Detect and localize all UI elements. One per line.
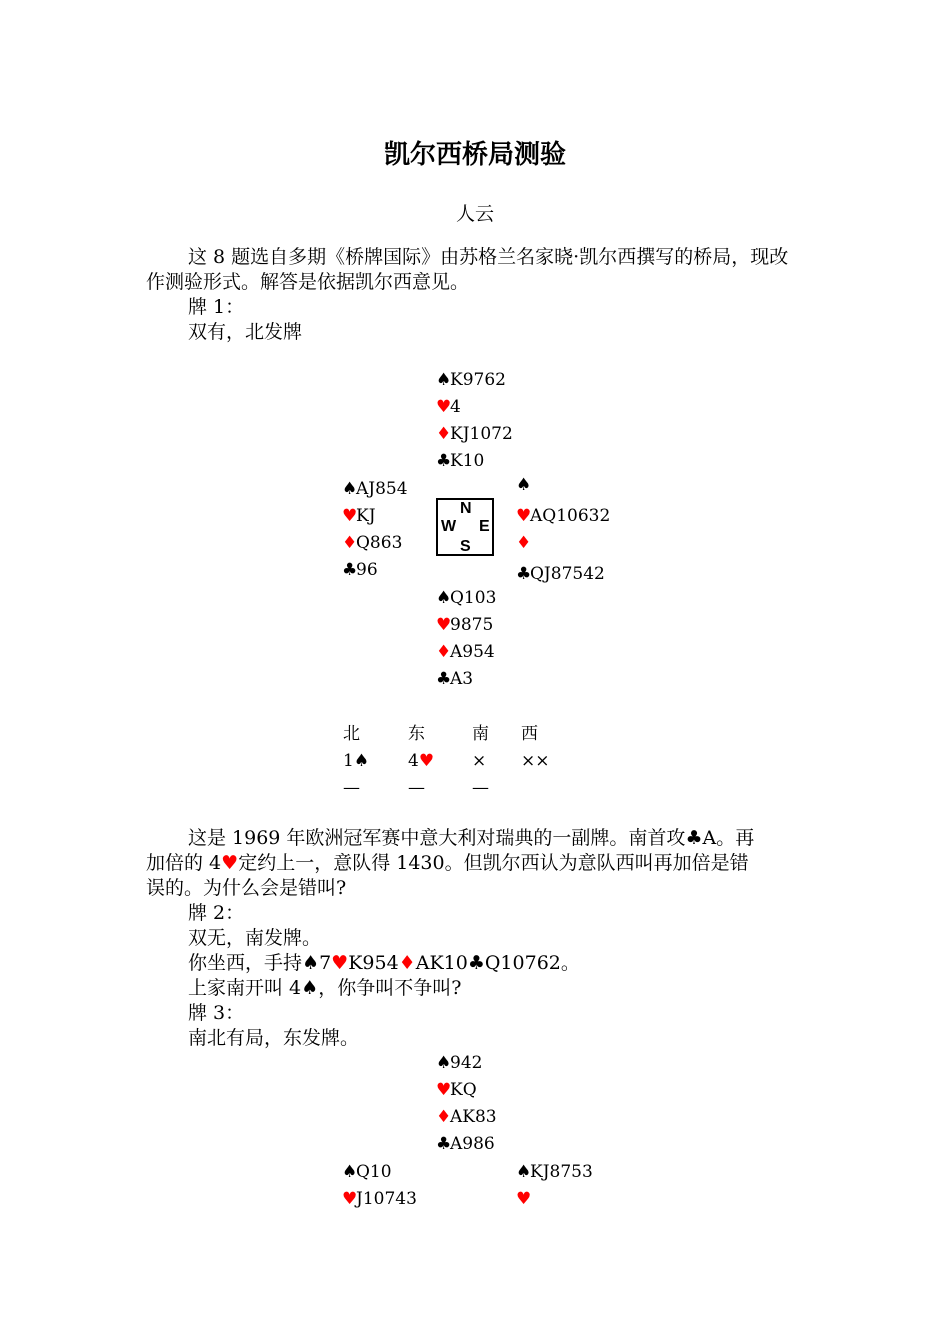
board3-east-hand — [516, 1159, 593, 1213]
bid-north-1: 1♠ — [343, 751, 370, 771]
board2-hand: 你坐西，手持♠7♥K954♦AK10♣Q10762。 — [188, 952, 580, 974]
spade-icon: ♠ — [436, 1053, 452, 1073]
spade-icon: ♠ — [342, 1162, 358, 1182]
club-icon: ♣ — [516, 564, 532, 584]
south-diamonds: A954 — [450, 642, 495, 662]
bid-west-1: ×× — [521, 751, 550, 771]
compass-east: E — [479, 518, 490, 535]
board1-conditions: 双有，北发牌 — [188, 321, 303, 343]
diamond-icon: ♦ — [436, 642, 452, 662]
heart-icon: ♥ — [342, 1189, 358, 1209]
west-hearts: KJ — [356, 506, 376, 526]
east-clubs: QJ87542 — [530, 564, 605, 584]
east-spades: KJ8753 — [530, 1162, 593, 1182]
board2-conditions: 双无，南发牌。 — [188, 927, 322, 949]
heart-icon: ♥ — [342, 506, 358, 526]
spade-icon: ♠ — [516, 1162, 532, 1182]
heart-icon: ♥ — [418, 751, 435, 771]
north-spades: K9762 — [450, 370, 506, 390]
heart-icon: ♥ — [436, 615, 452, 635]
bid-east-1: 4♥ — [408, 751, 435, 771]
club-icon: ♣ — [436, 1134, 452, 1154]
heart-icon: ♥ — [436, 397, 452, 417]
bidding-header-east: 东 — [408, 724, 425, 744]
club-icon: ♣ — [467, 952, 485, 974]
north-diamonds: KJ1072 — [450, 424, 513, 444]
board1-label: 牌 1： — [188, 296, 245, 318]
compass-south: S — [460, 538, 471, 555]
east-hearts: AQ10632 — [530, 506, 611, 526]
board1-text-line3: 误的。为什么会是错叫? — [146, 877, 347, 899]
author: 人云 — [455, 203, 494, 225]
board3-north-hand — [436, 1050, 497, 1158]
board3-conditions: 南北有局，东发牌。 — [188, 1027, 360, 1049]
club-icon: ♣ — [436, 669, 452, 689]
board1-east-hand — [516, 472, 610, 588]
spade-icon: ♠ — [516, 475, 532, 495]
west-diamonds: Q863 — [356, 533, 403, 553]
west-spades: Q10 — [356, 1162, 392, 1182]
board2-question: 上家南开叫 4♠，你争叫不争叫? — [188, 977, 462, 999]
spade-icon: ♠ — [302, 952, 320, 974]
compass-north: N — [460, 500, 472, 517]
north-spades: 942 — [450, 1053, 483, 1073]
spade-icon: ♠ — [353, 751, 370, 771]
bid-south-2: — — [472, 778, 489, 798]
north-hearts: 4 — [450, 397, 461, 417]
diamond-icon: ♦ — [342, 533, 358, 553]
bidding-header-south: 南 — [472, 724, 489, 744]
page-title: 凯尔西桥局测验 — [383, 140, 566, 170]
club-icon: ♣ — [342, 560, 358, 580]
bidding-header-west: 西 — [521, 724, 538, 744]
north-hearts: KQ — [450, 1080, 477, 1100]
diamond-icon: ♦ — [436, 424, 452, 444]
board2-label: 牌 2： — [188, 902, 245, 924]
board3-label: 牌 3： — [188, 1002, 245, 1024]
bid-south-1: × — [472, 751, 487, 771]
heart-icon: ♥ — [331, 952, 349, 974]
intro-paragraph: 这 8 题选自多期《桥牌国际》由苏格兰名家晓·凯尔西撰写的桥局，现改作测验形式。解答是依据凯尔西意见。 — [146, 246, 789, 293]
north-clubs: K10 — [450, 451, 485, 471]
west-spades: AJ854 — [356, 479, 408, 499]
heart-icon: ♥ — [516, 506, 532, 526]
bid-north-2: — — [343, 778, 360, 798]
north-clubs: A986 — [450, 1134, 495, 1154]
south-hearts: 9875 — [450, 615, 494, 635]
heart-icon: ♥ — [221, 852, 239, 874]
bid-east-2: — — [408, 778, 425, 798]
board1-south-hand — [436, 585, 496, 693]
heart-icon: ♥ — [516, 1189, 532, 1209]
heart-icon: ♥ — [436, 1080, 452, 1100]
club-icon: ♣ — [436, 451, 452, 471]
board1-west-hand — [342, 476, 408, 584]
board1-text-line2: 加倍的 4♥定约上一，意队得 1430。但凯尔西认为意队西叫再加倍是错 — [146, 852, 749, 874]
bidding-header-north: 北 — [343, 724, 360, 744]
spade-icon: ♠ — [301, 977, 319, 999]
south-clubs: A3 — [450, 669, 474, 689]
diamond-icon: ♦ — [516, 533, 532, 553]
west-clubs: 96 — [356, 560, 378, 580]
west-hearts: J10743 — [356, 1189, 417, 1209]
spade-icon: ♠ — [342, 479, 358, 499]
board1-text-line1: 这是 1969 年欧洲冠军赛中意大利对瑞典的一副牌。南首攻♣A。再 — [188, 827, 755, 849]
compass-west: W — [441, 518, 457, 535]
south-spades: Q103 — [450, 588, 497, 608]
board1-north-hand — [436, 367, 513, 475]
north-diamonds: AK83 — [450, 1107, 497, 1127]
diamond-icon: ♦ — [398, 952, 416, 974]
club-icon: ♣ — [685, 827, 703, 849]
diamond-icon: ♦ — [436, 1107, 452, 1127]
compass-diagram — [436, 498, 494, 556]
board3-west-hand — [342, 1159, 417, 1213]
spade-icon: ♠ — [436, 588, 452, 608]
spade-icon: ♠ — [436, 370, 452, 390]
